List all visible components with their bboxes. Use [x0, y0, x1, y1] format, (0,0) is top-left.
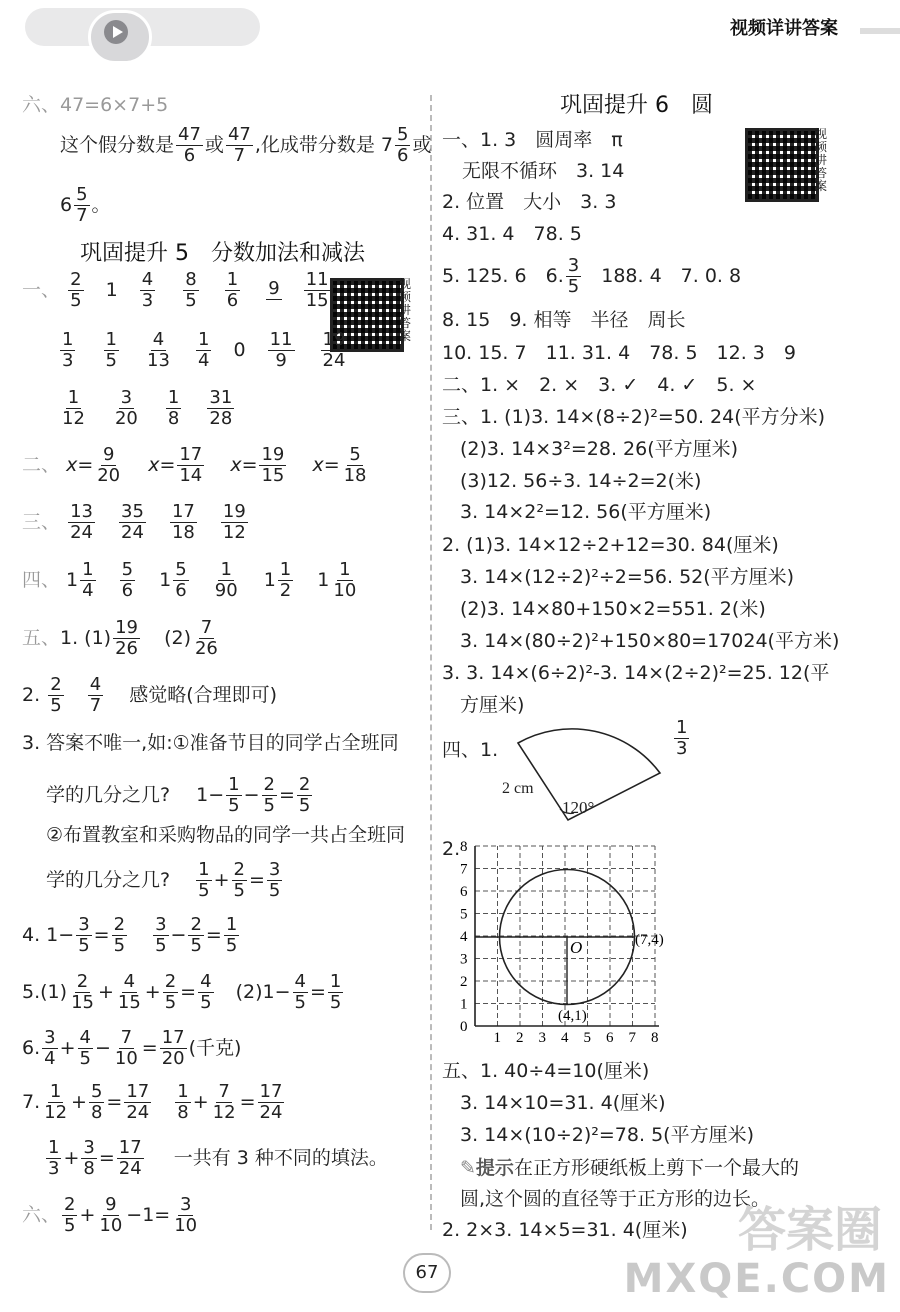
x-tick-label: 3 [538, 1030, 546, 1046]
fraction: $\frac{4}{13}$ [147, 329, 170, 371]
left-line-3 [60, 185, 111, 226]
fraction: $\frac{19}{24}$ [322, 329, 346, 371]
y-tick-label: 6 [460, 884, 468, 900]
section-5-q4: 4. 1− $\frac{3}{5}$ = $\frac{2}{5}$ $\frac{3}{5}$ − $\frac{2}{5}$ = $\frac{1}{5}$ [22, 914, 238, 956]
y-tick-label: 5 [460, 906, 468, 923]
answer-line: 五、1. 40÷4=10(厘米) [442, 1060, 650, 1082]
answer-line: 2. (1)3. 14×12÷2+12=30. 84(厘米) [442, 534, 779, 556]
text: ,化成带分数是 7 [254, 134, 394, 156]
answer-line: 圆,这个圆的直径等于正方形的边长。 [460, 1188, 771, 1210]
column-divider [430, 95, 432, 1230]
x-tick-label: 1 [493, 1030, 501, 1046]
section-2: 二、 x= $\frac{9}{20}$ x= $\frac{17}{14}$ x= $\frac{19}{15}$ x= $\frac{5}{18}$ [22, 444, 367, 486]
fraction: $\frac{11}{15}$ [305, 269, 329, 311]
row-3 [58, 388, 236, 429]
qr-side-label-2: 视频讲答案 [815, 127, 828, 193]
point-label-2: (4,1) [558, 1008, 587, 1024]
coordinate-grid [455, 838, 685, 1058]
section-5-q3-l2: 学的几分之几? 1− $\frac{1}{5}$ − $\frac{2}{5}$ = $\frac{2}{5}$ [46, 774, 311, 816]
section-6: 六、 $\frac{2}{5}$ + $\frac{9}{10}$ −1= $\frac{3}{10}$ [22, 1194, 198, 1236]
fraction: $\frac{2}{5}$ [70, 269, 82, 311]
fraction: $\frac{11}{9}$ [269, 329, 293, 371]
fraction: $\frac{31}{28}$ [209, 387, 233, 429]
section-5-q3-l1: 3. 答案不唯一,如:①准备节目的同学占全班同 [22, 732, 399, 754]
text: 这个假分数是 [60, 134, 175, 156]
section-4: 四、 1 $\frac{1}{4}$ $\frac{5}{6}$ 1 $\frac{5}{6}$ $\frac{1}{90}$ 1 $\frac{1}{2}$ 1 $\frac{1}{10}$ [22, 559, 357, 601]
x-tick-label: 7 [628, 1030, 636, 1046]
fraction: $\frac{1}{5}$ [105, 329, 117, 371]
answer-line: 3. 14×(12÷2)²÷2=56. 52(平方厘米) [460, 566, 795, 588]
answer-line: 10. 15. 7 11. 31. 4 78. 5 12. 3 9 [442, 342, 796, 364]
y-tick-label: 0 [460, 1019, 468, 1035]
fraction: $\frac{1}{8}$ [167, 387, 180, 429]
answer-line: 方厘米) [460, 694, 525, 716]
play-icon [104, 20, 128, 44]
answer-line: 二、1. × 2. × 3. ✓ 4. ✓ 5. × [442, 374, 757, 396]
section-5-q6: 6. $\frac{3}{4}$ + $\frac{4}{5}$ − $\frac{7}{10}$ = $\frac{17}{20}$ (千克) [22, 1027, 242, 1069]
text: 或 [204, 134, 224, 156]
y-tick-label: 3 [460, 951, 468, 968]
fraction: $\frac{5}{6}$ [397, 124, 409, 166]
answer-line: 2. 2×3. 14×5=31. 4(厘米) [442, 1219, 688, 1241]
watermark-logo: 答案圈 [737, 1202, 882, 1258]
answer-line: 三、1. (1)3. 14×(8÷2)²=50. 24(平方分米) [442, 406, 826, 428]
answer-line: (2)3. 14×80+150×2=551. 2(米) [460, 598, 766, 620]
answer-line: 无限不循环 3. 14 [462, 160, 625, 182]
label: 四、 [22, 569, 61, 591]
x-tick-label: 4 [561, 1030, 569, 1046]
section-5-q1: 五、1. (1) $\frac{19}{26}$ (2) $\frac{7}{26}$ [22, 617, 218, 659]
watermark-url: MXQE.COM [623, 1256, 890, 1302]
answer-line: 5. 125. 6 6. $\frac{3}{5}$ 188. 4 7. 0. 8 [442, 255, 742, 297]
label: 一、 [22, 279, 61, 301]
answer-line: 2. 位置 大小 3. 3 [442, 191, 617, 213]
fraction: $\frac{47}{6}$ [178, 124, 201, 166]
x-tick-label: 2 [516, 1030, 524, 1046]
fraction: $\frac{1}{3}$ [62, 329, 74, 371]
point-label-1: (7,4) [635, 932, 664, 948]
fraction: $\frac{5}{7}$ [76, 184, 88, 226]
answer-line: 3. 14×(80÷2)²+150×80=17024(平方米) [460, 630, 840, 652]
answer-line: 4. 31. 4 78. 5 [442, 223, 582, 245]
y-tick-label: 8 [460, 839, 468, 855]
section-5-q7-b: $\frac{1}{3}$ + $\frac{3}{8}$ = $\frac{17}{24}$ 一共有 3 种不同的填法。 [48, 1137, 388, 1179]
section-4-label: 四、1. [442, 739, 499, 761]
fraction: $\frac{1}{4}$ [197, 329, 210, 371]
section-5-q2: 2. $\frac{2}{5}$ $\frac{4}{7}$ 感觉略(合理即可) [22, 674, 278, 716]
label: 三、 [22, 511, 61, 533]
answer-line: 3. 3. 14×(6÷2)²-3. 14×(2÷2)²=25. 12(平 [442, 662, 830, 684]
section-3: 三、 $\frac{13}{24}$ $\frac{35}{24}$ $\frac{17}{18}$ $\frac{19}{12}$ [22, 501, 246, 543]
fraction: $\frac{4}{3}$ [141, 269, 154, 311]
fraction: $\frac{47}{7}$ [227, 124, 251, 166]
y-tick-label: 4 [460, 929, 468, 945]
sector-fraction: $\frac{1}{3}$ [676, 717, 688, 759]
fraction: 9 [268, 278, 280, 299]
x-tick-label: 8 [651, 1030, 659, 1046]
qr-side-label: 视频讲答案 [399, 277, 412, 343]
hint-line: ✎提示在正方形硬纸板上剪下一个最大的 [460, 1157, 799, 1179]
fraction: $\frac{8}{5}$ [185, 269, 197, 311]
y-tick-label: 2 [460, 974, 468, 990]
row-1: 一、 $\frac{2}{5}$ 1 $\frac{4}{3}$ $\frac{8}{5}$ $\frac{1}{6}$ 9 $\frac{11}{15}$ [22, 269, 329, 311]
answer-line: 8. 15 9. 相等 半径 周长 [442, 309, 686, 331]
answer-line: 3. 14×2²=12. 56(平方厘米) [460, 501, 712, 523]
x-tick-label: 5 [583, 1030, 591, 1046]
left-line-1: 六、47=6×7+5 [22, 94, 169, 116]
fraction: $\frac{3}{20}$ [114, 387, 138, 429]
answer-line: 3. 14×10=31. 4(厘米) [460, 1092, 666, 1114]
row-2: $\frac{1}{3}$ $\frac{1}{5}$ $\frac{4}{13}$ $\frac{1}{4}$ 0 $\frac{11}{9}$ $\frac{19}{24}$ [62, 329, 346, 371]
qr-code-icon-2[interactable] [745, 128, 819, 202]
text: 。 [91, 194, 111, 216]
answer-line: (3)12. 56÷3. 14÷2=2(米) [460, 470, 702, 492]
y-tick-label: 7 [460, 861, 468, 878]
label: 二、 [22, 454, 61, 476]
text: 或 [412, 134, 432, 156]
answer-line: 一、1. 3 圆周率 π [442, 129, 623, 151]
section-5-q3-l4: 学的几分之几? $\frac{1}{5}$ + $\frac{2}{5}$ = $\frac{3}{5}$ [46, 859, 281, 901]
angle-label: 120° [562, 798, 595, 817]
grid-q-label: 2. [442, 838, 461, 860]
y-tick-label: 1 [460, 996, 468, 1013]
header-title: 视频详讲答案 [730, 18, 838, 39]
hint-icon: ✎ [460, 1157, 476, 1179]
section-5-q3-l3: ②布置教室和采购物品的同学一共占全班同 [46, 824, 406, 846]
answer-line: 3. 14×(10÷2)²=78. 5(平方厘米) [460, 1124, 754, 1146]
left-line-2 [60, 125, 431, 166]
section-5-q5: 5.(1) $\frac{2}{15}$ + $\frac{4}{15}$ + $\frac{2}{5}$ = $\frac{4}{5}$ (2)1− $\frac{4}{5}$ = $\frac{1}{5}$ [22, 971, 342, 1013]
answer-line: (2)3. 14×3²=28. 26(平方厘米) [460, 438, 739, 460]
x-tick-label: 6 [606, 1030, 614, 1046]
section-5-q7: 7. $\frac{1}{12}$ + $\frac{5}{8}$ = $\frac{17}{24}$ $\frac{1}{8}$ + $\frac{7}{12}$ = $\frac{17}{24}$ [22, 1081, 283, 1123]
section-title-5: 巩固提升 5 分数加法和减法 [80, 241, 365, 266]
center-label: O [570, 938, 583, 957]
text: 6 [60, 194, 73, 216]
page-number: 67 [403, 1253, 451, 1293]
section-title-6: 巩固提升 6 圆 [560, 93, 713, 118]
fraction: $\frac{1}{6}$ [226, 269, 239, 311]
fraction: $\frac{1}{12}$ [62, 387, 85, 429]
header-stripe [860, 28, 900, 34]
radius-label: 2 cm [502, 780, 534, 797]
